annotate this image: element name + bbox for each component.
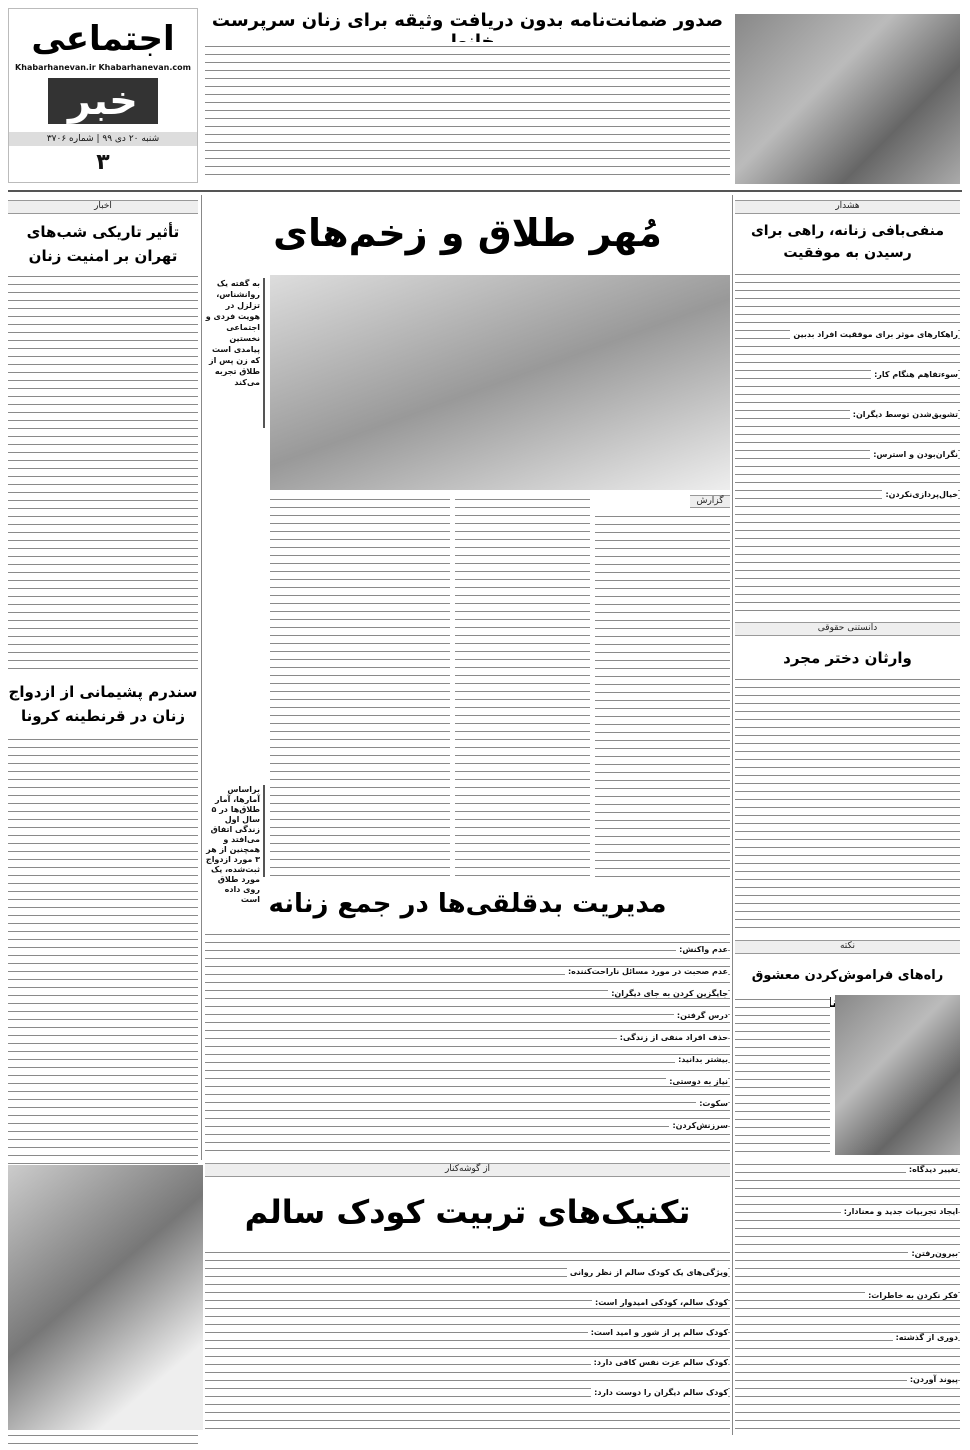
- subhead: نگران‌بودن و استرس:: [870, 450, 958, 459]
- subhead: فکر نکردن به خاطرات:: [865, 1291, 958, 1300]
- bottom-story-body: [205, 1248, 730, 1430]
- masthead: [8, 8, 198, 183]
- column-rule: [201, 195, 202, 1160]
- top-story-body: [205, 42, 730, 182]
- subhead: عدم صحبت در مورد مسائل ناراحت‌کننده:: [565, 967, 728, 976]
- left-story1-body: [8, 272, 198, 672]
- left-story2-title: سندرم پشیمانی از ازدواج زنان در قرنطینه کرونا: [8, 683, 198, 725]
- main-story-body-col1: [595, 512, 730, 877]
- subhead: پیوند آوردن:: [907, 1375, 958, 1384]
- subhead: بیشتر بدانید:: [675, 1055, 728, 1064]
- right-story3-body-a: [735, 995, 830, 1155]
- subhead: خیال‌پردازی‌نکردن:: [882, 490, 958, 499]
- main-story-photo: [270, 275, 730, 490]
- subhead: تشویق‌شدن توسط دیگران:: [850, 410, 958, 419]
- left-story1-title: تأثیر تاریکی شب‌های تهران بر امنیت زنان: [26, 223, 180, 265]
- main-story-headline: مُهر طلاق و زخم‌های: [273, 211, 662, 255]
- main-story-kicker: گزارش: [690, 495, 730, 508]
- subhead: کودک سالم دیگران را دوست دارد:: [591, 1388, 728, 1397]
- brand-logo: خبر: [48, 78, 158, 124]
- column-rule: [732, 195, 733, 1435]
- right-story3-title: راه‌های فراموش‌کردن معشوق زنان: [751, 968, 944, 1011]
- main-story-body-col2: [455, 495, 590, 877]
- right-story1-title: منفی‌بافی زنانه، راهی برای رسیدن به موفقیت: [750, 223, 945, 261]
- subhead: کودک سالم عزت نفس کافی دارد:: [591, 1358, 728, 1367]
- top-story-photo: [735, 14, 960, 184]
- right-story3-photo: [835, 995, 960, 1155]
- subhead: کودک سالم پر از شور و امید است:: [588, 1328, 728, 1337]
- subhead: ویژگی‌های یک کودک سالم از نظر روانی: [567, 1268, 728, 1277]
- right-tag-legal: دانستنی حقوقی: [735, 622, 960, 636]
- section-title: اجتماعی: [31, 19, 175, 59]
- second-story-body: [205, 930, 730, 1155]
- top-divider: [8, 190, 962, 192]
- right-story2-title: وارثان دختر مجرد: [783, 649, 912, 667]
- subhead: حذف افراد منفی از زندگی:: [617, 1033, 728, 1042]
- bottom-story-photo: [8, 1165, 203, 1430]
- subhead: سرزنش‌کردن:: [669, 1121, 728, 1130]
- website-urls: Khabarhanevan.ir Khabarhanevan.com: [15, 63, 191, 72]
- subhead: دوری از گذشته:: [893, 1333, 958, 1342]
- main-story-body-col3: [270, 495, 450, 877]
- issue-info: شنبه ۲۰ دی ۹۹ | شماره ۳۷۰۶: [9, 132, 197, 146]
- right-story2-body: [735, 675, 960, 933]
- subhead: عدم واکنش:: [676, 945, 728, 954]
- subhead: سکوت:: [696, 1099, 728, 1108]
- page-number: ۳: [96, 150, 110, 175]
- right-story3-body-b: [735, 1160, 960, 1430]
- main-story-pullquote1: به گفته یک روانشناس، تزلزل در هویت فردی و اجتماعی نخستین پیامدی است که زن پس از طلاق تجربه می‌کند: [205, 278, 265, 428]
- left-column-tag: اخبار: [8, 200, 198, 214]
- right-story1-body: [735, 270, 960, 615]
- main-story-pullquote2: براساس آمارها، آمار طلاق‌ها در ۵ سال اول زندگی اتفاق می‌افتد و همچنین از هر ۳ مورد ازدواج ثبت‌شده، یک مورد طلاق روی داده است: [205, 785, 265, 877]
- second-story-headline: مدیریت بدقلقی‌ها در جمع زنانه: [268, 889, 667, 919]
- bottom-story-headline: تکنیک‌های تربیت کودک سالم: [244, 1193, 691, 1231]
- top-story-headline: صدور ضمانت‌نامه بدون دریافت وثیقه برای زنان سرپرست: [211, 10, 724, 31]
- subhead: راهکارهای موثر برای موفقیت افراد بدبین: [790, 330, 958, 339]
- subhead: ایجاد تجربیات جدید و معنادار:: [841, 1207, 958, 1216]
- subhead: بیرون‌رفتن:: [908, 1249, 958, 1258]
- subhead: نیاز به دوستی:: [666, 1077, 728, 1086]
- subhead: جایگزین کردن به جای دیگران:: [608, 989, 728, 998]
- subhead: کودک سالم، کودکی امیدوار است:: [592, 1298, 728, 1307]
- subhead: تغییر دیدگاه:: [906, 1165, 958, 1174]
- bottom-story-tag: از گوشه‌کنار: [205, 1163, 730, 1177]
- right-tag-tip: نکته: [735, 940, 960, 954]
- subhead: درس گرفتن:: [674, 1011, 728, 1020]
- right-tag-warning: هشدار: [735, 200, 960, 214]
- subhead: سوءتفاهم هنگام کار:: [871, 370, 958, 379]
